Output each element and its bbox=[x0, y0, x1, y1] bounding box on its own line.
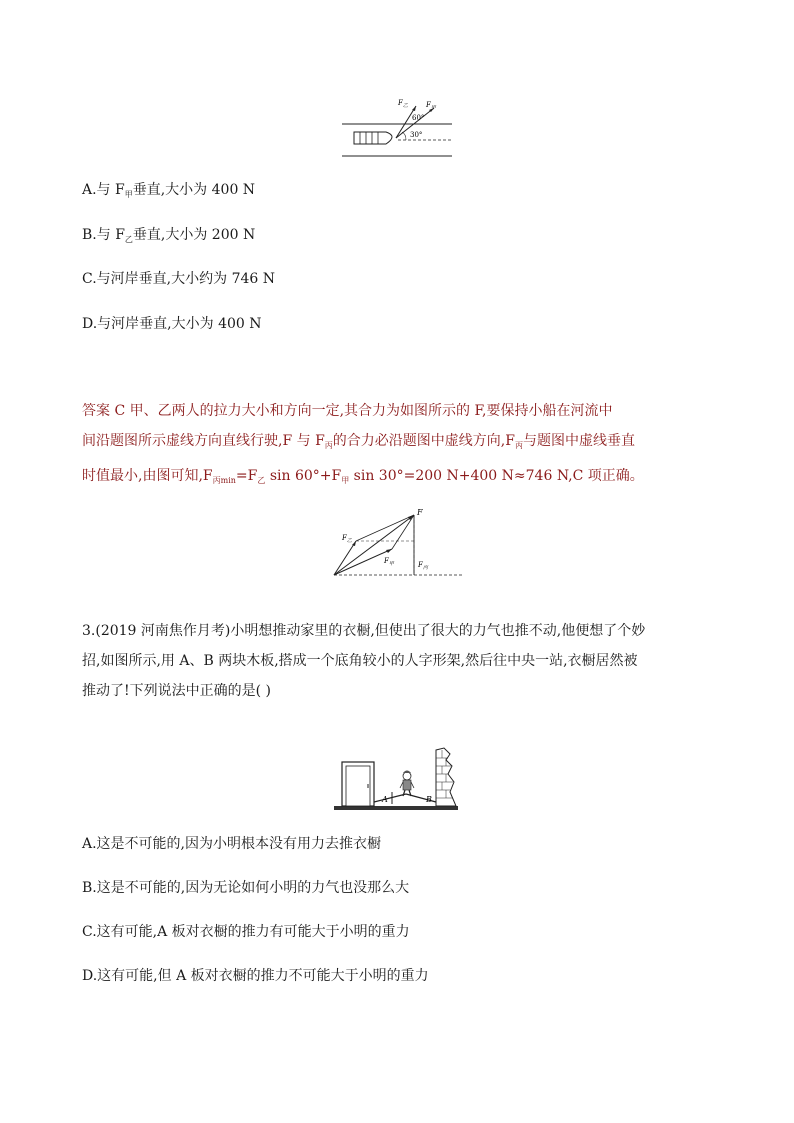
q3-option-d: D.这有可能,但 A 板对衣橱的推力不可能大于小明的重力 bbox=[82, 968, 429, 984]
boy-figure bbox=[400, 771, 414, 797]
label-f-bing: $F_丙$ bbox=[418, 561, 428, 571]
answer-line-3: 时值最小,由图可知$,F_{丙min}=F_乙$ $\sin 60^\circ+F_甲$ sin 30°=200 N+400 N≈746 N,C 项正确。 bbox=[82, 468, 644, 485]
resultant-f bbox=[334, 515, 414, 575]
board-a bbox=[374, 794, 406, 802]
boat-force-figure bbox=[340, 96, 454, 158]
angle-30-label: 30° bbox=[410, 131, 423, 139]
label-f-jia: $F_甲$ bbox=[384, 557, 394, 567]
option-d: D.与河岸垂直,大小为 400 N bbox=[82, 316, 262, 332]
boat-shape bbox=[354, 132, 392, 144]
wardrobe bbox=[342, 762, 374, 806]
question-3 bbox=[82, 616, 722, 706]
brick-wall bbox=[436, 748, 456, 806]
answer-line-1: 答案 C 甲、乙两人的拉力大小和方向一定,其合力为如图所示的 F,要保持小船在河流中 bbox=[82, 403, 613, 419]
force-triangle-figure bbox=[328, 505, 468, 581]
question-3-line-1: 3.(2019 河南焦作月考)小明想推动家里的衣橱,但使出了很大的力气也推不动,他便想了个妙 bbox=[82, 623, 646, 639]
label-f: F bbox=[417, 508, 423, 517]
wardrobe-figure bbox=[334, 746, 460, 812]
label-a: A bbox=[382, 795, 388, 804]
label-f-yi: $F_乙$ bbox=[398, 99, 408, 109]
q3-option-a: A.这是不可能的,因为小明根本没有用力去推衣橱 bbox=[82, 836, 382, 852]
label-b: B bbox=[426, 795, 432, 804]
answer-line-2: 间沿题图所示虚线方向直线行驶,F 与 $F_丙$的合力必沿题图中虚线方向$,F_丙$与题图中虚线垂直 bbox=[82, 433, 635, 450]
q3-option-b: B.这是不可能的,因为无论如何小明的力气也没那么大 bbox=[82, 880, 410, 896]
answer-explanation bbox=[82, 396, 722, 496]
force-yi-arrowhead bbox=[352, 541, 356, 546]
option-b: B.与 $F_乙$垂直,大小为 200 N bbox=[82, 227, 256, 244]
force-yi-arrowhead bbox=[412, 106, 416, 111]
question-3-line-3: 推动了!下列说法中正确的是( ) bbox=[82, 683, 271, 699]
label-f-jia: $F_甲$ bbox=[426, 101, 436, 111]
question-3-line-2: 招,如图所示,用 A、B 两块木板,搭成一个底角较小的人字形架,然后往中央一站,衣橱居然被 bbox=[82, 653, 638, 669]
option-c: C.与河岸垂直,大小约为 746 N bbox=[82, 271, 275, 287]
option-a: A.与 $F_甲$垂直,大小为 400 N bbox=[82, 182, 256, 199]
angle-60-label: 60° bbox=[412, 114, 425, 122]
force-jia-arrowhead bbox=[386, 549, 392, 553]
label-f-yi: $F_乙$ bbox=[342, 534, 352, 544]
q3-option-c: C.这有可能,A 板对衣橱的推力有可能大于小明的重力 bbox=[82, 924, 410, 940]
